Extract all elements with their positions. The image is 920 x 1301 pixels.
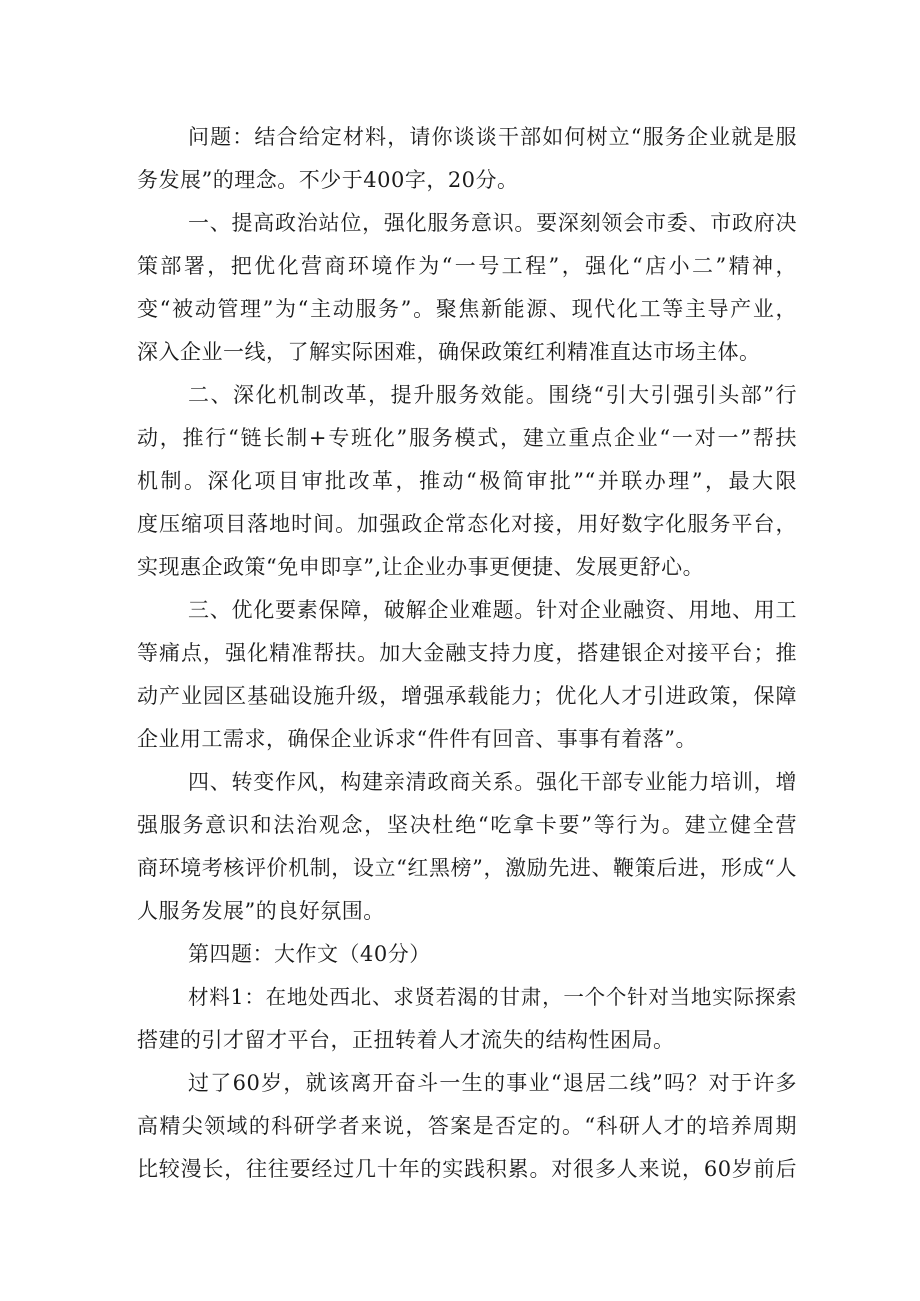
- material-para-line-3: 比较漫长，往往要经过几十年的实践积累。对很多人来说，60岁前后: [137, 1157, 797, 1181]
- point-1-line-2: 策部署，把优化营商环境作为“一号工程”，强化“店小二”精神，: [137, 254, 797, 278]
- section-heading: 第四题：大作文（40分）: [188, 942, 431, 966]
- point-3-line-3: 动产业园区基础设施升级，增强承载能力；优化人才引进政策，保障: [137, 684, 797, 708]
- point-4-line-2: 强服务意识和法治观念，坚决杜绝“吃拿卡要”等行为。建立健全营: [137, 813, 797, 837]
- question-line-1: 问题：结合给定材料，请你谈谈干部如何树立“服务企业就是服: [188, 125, 797, 149]
- point-3-line-2: 等痛点，强化精准帮扶。加大金融支持力度，搭建银企对接平台；推: [137, 641, 797, 665]
- point-4-line-1: 四、转变作风，构建亲清政商关系。强化干部专业能力培训，增: [188, 770, 797, 794]
- point-4-line-3: 商环境考核评价机制，设立“红黑榜”，激励先进、鞭策后进，形成“人: [137, 856, 797, 880]
- material-1-line-1: 材料1：在地处西北、求贤若渴的甘肃，一个个针对当地实际探索: [188, 985, 797, 1009]
- point-2-line-3: 机制。深化项目审批改革，推动“极简审批”“并联办理”，最大限: [137, 469, 797, 493]
- point-2-line-5: 实现惠企政策“免申即享”,让企业办事更便捷、发展更舒心。: [137, 555, 705, 579]
- point-3-line-4: 企业用工需求，确保企业诉求“件件有回音、事事有着落”。: [137, 727, 697, 751]
- point-3-line-1: 三、优化要素保障，破解企业难题。针对企业融资、用地、用工: [188, 598, 797, 622]
- point-1-line-4: 深入企业一线，了解实际困难，确保政策红利精准直达市场主体。: [137, 340, 761, 364]
- point-1-line-1: 一、提高政治站位，强化服务意识。要深刻领会市委、市政府决: [188, 211, 797, 235]
- point-2-line-1: 二、深化机制改革，提升服务效能。围绕“引大引强引头部”行: [188, 383, 797, 407]
- point-2-line-4: 度压缩项目落地时间。加强政企常态化对接，用好数字化服务平台，: [137, 512, 797, 536]
- point-2-line-2: 动，推行“链长制+专班化”服务模式，建立重点企业“一对一”帮扶: [137, 426, 797, 450]
- point-4-line-4: 人服务发展”的良好氛围。: [137, 899, 385, 923]
- material-para-line-2: 高精尖领域的科研学者来说，答案是否定的。“科研人才的培养周期: [137, 1114, 797, 1138]
- material-para-line-1: 过了60岁，就该离开奋斗一生的事业“退居二线”吗？对于许多: [188, 1071, 797, 1095]
- point-1-line-3: 变“被动管理”为“主动服务”。聚焦新能源、现代化工等主导产业，: [137, 297, 797, 321]
- question-line-2: 务发展”的理念。不少于400字，20分。: [137, 168, 519, 192]
- material-1-line-2: 搭建的引才留才平台，正扭转着人才流失的结构性困局。: [137, 1028, 675, 1052]
